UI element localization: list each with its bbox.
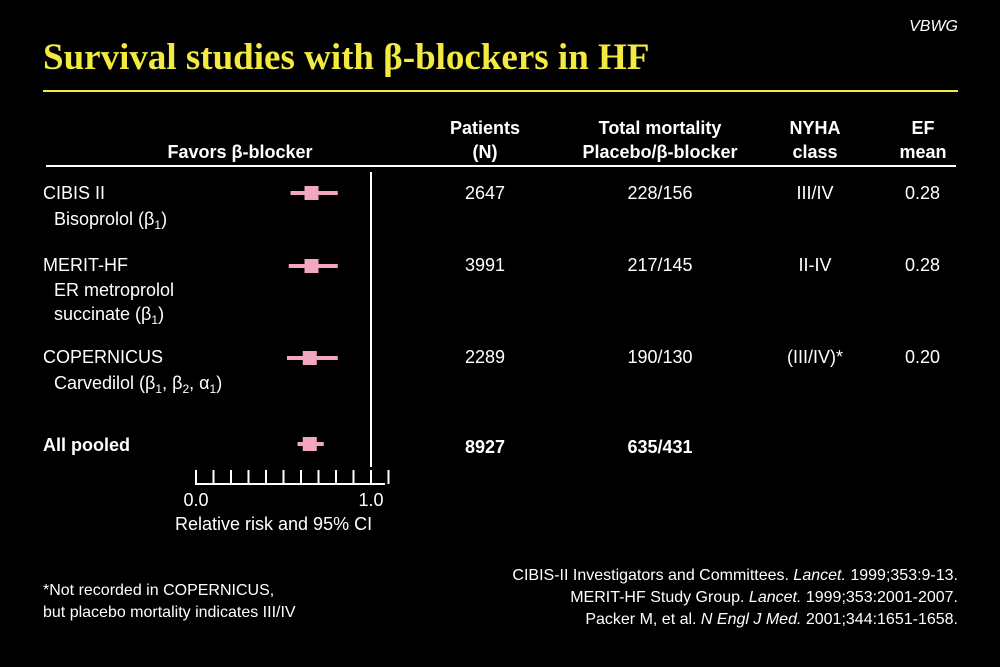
header-favors: Favors β-blocker: [167, 142, 313, 162]
header-ef-line2: mean: [899, 142, 947, 162]
header-mortality-line2: Placebo/β-blocker: [582, 142, 738, 162]
footnote: [43, 580, 296, 624]
mortality-copernicus: 190/130: [627, 347, 693, 367]
axis-tick-label-0: 0.0: [183, 490, 209, 510]
study-drug-copernicus: Carvedilol ($\beta_1$, $\beta_2$, $\alpha_1$): [54, 373, 223, 396]
header-nyha-line2: class: [792, 142, 838, 162]
ef-cibis: 0.28: [904, 183, 941, 203]
header-mortality-line1: Total mortality: [598, 118, 722, 138]
study-drug-merit-line1: ER metroprolol: [54, 280, 175, 300]
patients-cibis: 2647: [464, 183, 506, 203]
patients-copernicus: 2289: [464, 347, 506, 367]
nyha-copernicus: (III/IV)*: [786, 347, 843, 367]
study-name-copernicus: COPERNICUS: [43, 347, 164, 367]
references: [512, 565, 958, 631]
footnote-line2: but placebo mortality indicates III/IV: [43, 604, 296, 621]
header-patients-line1: Patients: [449, 118, 521, 138]
estimate-marker: [303, 437, 317, 451]
slide-title: Survival studies with β-blockers in HF: [43, 37, 650, 78]
footnote-line1: *Not recorded in COPERNICUS,: [43, 582, 275, 599]
study-drug-merit-line2: succinate $(\beta_1)$: [54, 304, 165, 327]
axis-tick-label-1: 1.0: [358, 490, 384, 510]
mortality-cibis: 228/156: [627, 183, 693, 203]
nyha-cibis: III/IV: [796, 183, 834, 203]
reference-1: CIBIS-II Investigators and Committees. Lancet. 1999;353:9-13.: [512, 567, 958, 584]
mortality-merit: 217/145: [627, 255, 693, 275]
axis-title: Relative risk and 95% CI: [175, 514, 373, 534]
patients-pooled: 8927: [464, 437, 506, 457]
header-patients-line2: (N): [472, 142, 498, 162]
ef-copernicus: 0.20: [904, 347, 941, 367]
estimate-marker: [303, 351, 317, 365]
study-drug-cibis: Bisoprolol $(\beta_1)$: [54, 209, 168, 232]
study-name-merit: MERIT-HF: [43, 255, 128, 275]
header-ef-line1: EF: [911, 118, 935, 138]
reference-2: MERIT-HF Study Group. Lancet. 1999;353:2001-2007.: [570, 589, 958, 606]
reference-3: Packer M, et al. N Engl J Med. 2001;344:1651-1658.: [585, 611, 958, 628]
ef-merit: 0.28: [904, 255, 941, 275]
nyha-merit: II-IV: [798, 255, 832, 275]
mortality-pooled: 635/431: [627, 437, 693, 457]
estimate-marker: [305, 259, 319, 273]
estimate-marker: [305, 186, 319, 200]
header-nyha-line1: NYHA: [789, 118, 841, 138]
pooled-name: All pooled: [43, 435, 130, 455]
study-name-cibis: CIBIS II: [43, 183, 106, 203]
patients-merit: 3991: [464, 255, 506, 275]
brand-label: VBWG: [909, 18, 958, 35]
